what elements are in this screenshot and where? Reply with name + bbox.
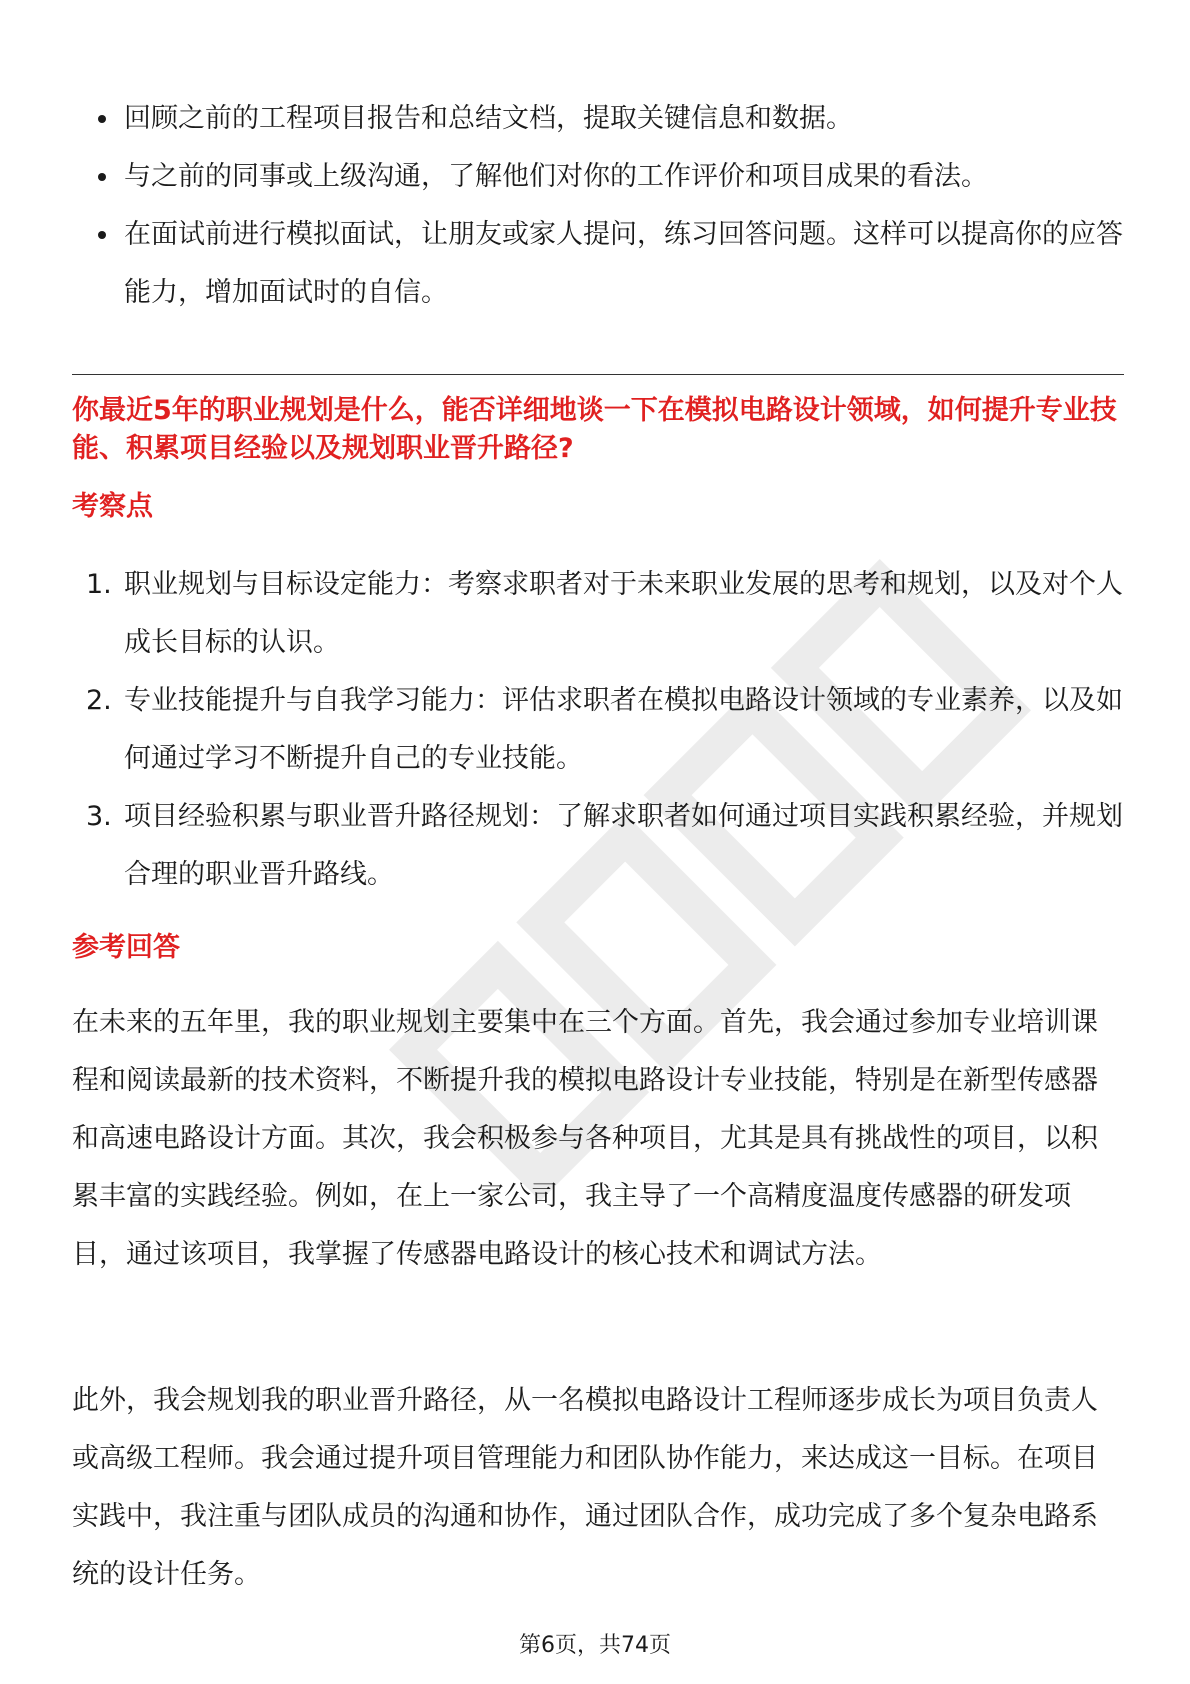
page-footer: 第6页，共74页 bbox=[519, 1633, 671, 1658]
list-item-text: 回顾之前的工程项目报告和总结文档，提取关键信息和数据。 bbox=[124, 103, 853, 134]
bullet-dot-icon bbox=[98, 231, 106, 239]
section-divider bbox=[72, 374, 1124, 375]
assessment-points-title: 考察点 bbox=[72, 491, 153, 522]
list-item bbox=[72, 90, 1124, 148]
reference-answer-title: 参考回答 bbox=[72, 932, 180, 963]
answer-paragraph: 在未来的五年里，我的职业规划主要集中在三个方面。首先，我会通过参加专业培训课程和阅读最新的技术资料，不断提升我的模拟电路设计专业技能，特别是在新型传感器和高速电路设计方面。其次，我会积极参与各种项目，尤其是具有挑战性的项目，以积累丰富的实践经验。例如，在上一家公司，我主导了一个高精度温度传感器的研发项目，通过该项目，我掌握了传感器电路设计的核心技术和调试方法。 bbox=[72, 1007, 1098, 1270]
list-item bbox=[72, 556, 1124, 672]
assessment-points-list bbox=[72, 556, 1124, 904]
answer-paragraph: 此外，我会规划我的职业晋升路径，从一名模拟电路设计工程师逐步成长为项目负责人或高级工程师。我会通过提升项目管理能力和团队协作能力，来达成这一目标。在项目实践中，我注重与团队成员的沟通和协作，通过团队合作，成功完成了多个复杂电路系统的设计任务。 bbox=[72, 1385, 1098, 1590]
list-item bbox=[72, 672, 1124, 788]
list-number: 1. bbox=[86, 569, 112, 600]
list-number: 3. bbox=[86, 801, 112, 832]
bullet-dot-icon bbox=[98, 115, 106, 123]
list-item-text: 在面试前进行模拟面试，让朋友或家人提问，练习回答问题。这样可以提高你的应答能力，增加面试时的自信。 bbox=[124, 219, 1123, 308]
list-item-text: 职业规划与目标设定能力：考察求职者对于未来职业发展的思考和规划，以及对个人成长目标的认识。 bbox=[124, 569, 1123, 658]
list-item-text: 专业技能提升与自我学习能力：评估求职者在模拟电路设计领域的专业素养，以及如何通过学习不断提升自己的专业技能。 bbox=[124, 685, 1123, 774]
tips-bullet-list bbox=[72, 90, 1124, 322]
list-item bbox=[72, 206, 1124, 322]
question-heading: 你最近5年的职业规划是什么，能否详细地谈一下在模拟电路设计领域，如何提升专业技能、积累项目经验以及规划职业晋升路径? bbox=[72, 395, 1117, 464]
list-item bbox=[72, 788, 1124, 904]
bullet-dot-icon bbox=[98, 173, 106, 181]
list-item bbox=[72, 148, 1124, 206]
list-number: 2. bbox=[86, 685, 112, 716]
list-item-text: 与之前的同事或上级沟通，了解他们对你的工作评价和项目成果的看法。 bbox=[124, 161, 988, 192]
list-item-text: 项目经验积累与职业晋升路径规划：了解求职者如何通过项目实践积累经验，并规划合理的职业晋升路线。 bbox=[124, 801, 1123, 890]
